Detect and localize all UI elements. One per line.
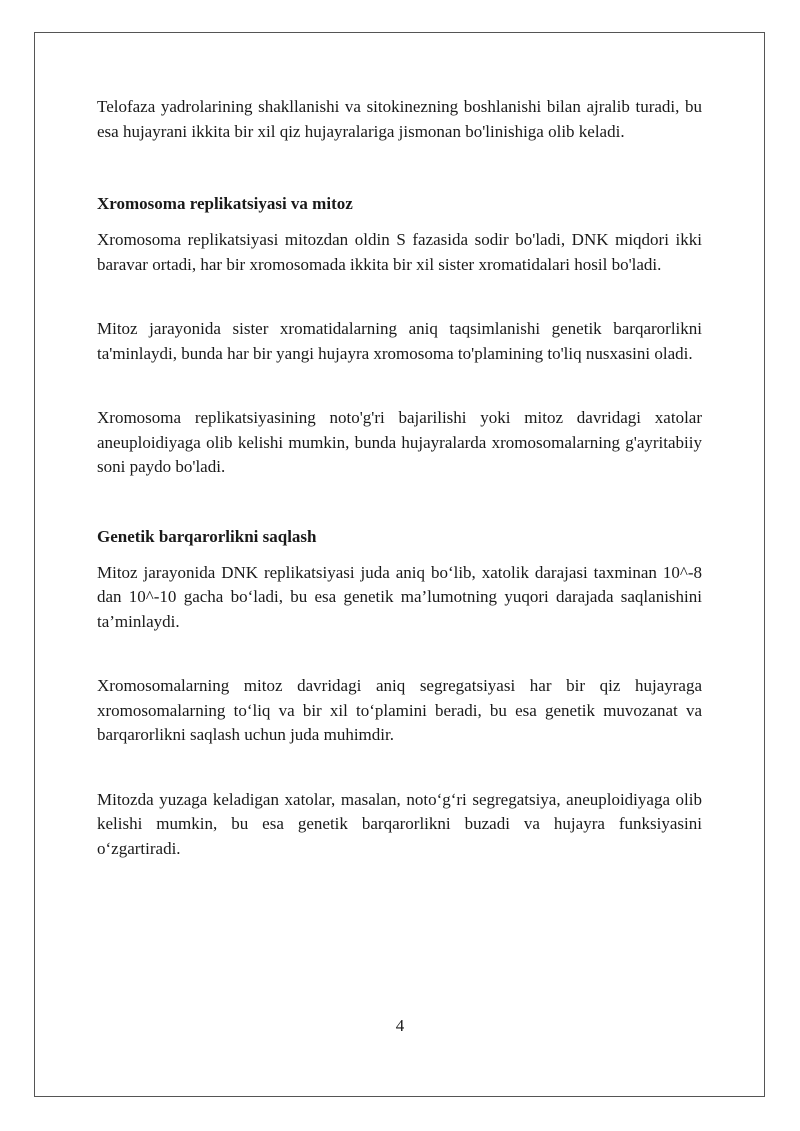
paragraph-telophase: Telofaza yadrolarining shakllanishi va sitokinezning boshlanishi bilan ajralib turadi, bu esa hujayrani ikkita bir xil qiz hujayralariga jismonan bo'linishiga olib keladi.: [97, 97, 702, 141]
paragraph-aneuploidy-errors: Xromosoma replikatsiyasining noto'g'ri bajarilishi yoki mitoz davridagi xatolar aneuploidiyaga olib kelishi mumkin, bunda hujayralarda xromosomalarning g'ayritabiiy soni paydo bo'ladi.: [97, 408, 702, 476]
section-heading-stability: Genetik barqarorlikni saqlash: [97, 526, 317, 546]
paragraph-mitosis-errors: Mitozda yuzaga keladigan xatolar, masalan, noto‘g‘ri segregatsiya, aneuploidiyaga olib kelishi mumkin, bu esa genetik barqarorlikni buzadi va hujayra funksiyasini o‘zgartiradi.: [97, 789, 702, 858]
page-content: [97, 95, 702, 861]
paragraph-segregation: Xromosomalarning mitoz davridagi aniq segregatsiyasi har bir qiz hujayraga xromosomalarning to‘liq va bir xil to‘plamini beradi, bu esa genetik muvozanat va barqarorlikni saqlash uchun juda muhimdir.: [97, 676, 702, 744]
section-heading-replication: Xromosoma replikatsiyasi va mitoz: [97, 194, 353, 213]
paragraph-replication-accuracy: Mitoz jarayonida DNK replikatsiyasi juda aniq bo‘lib, xatolik darajasi taxminan 10^-8 dan 10^-10 gacha bo‘ladi, bu esa genetik ma’lumotning yuqori darajada saqlanishini ta’minlaydi.: [97, 562, 702, 631]
paragraph-chromatid-distribution: Mitoz jarayonida sister xromatidalarning aniq taqsimlanishi genetik barqarorlikni ta'minlaydi, bunda har bir yangi hujayra xromosoma to'plamining to'liq nusxasini oladi.: [97, 319, 702, 363]
paragraph-replication: Xromosoma replikatsiyasi mitozdan oldin S fazasida sodir bo'ladi, DNK miqdori ikki baravar ortadi, har bir xromosomada ikkita bir xil sister xromatidalari hosil bo'ladi.: [97, 230, 702, 274]
page-number: 4: [395, 1016, 405, 1035]
